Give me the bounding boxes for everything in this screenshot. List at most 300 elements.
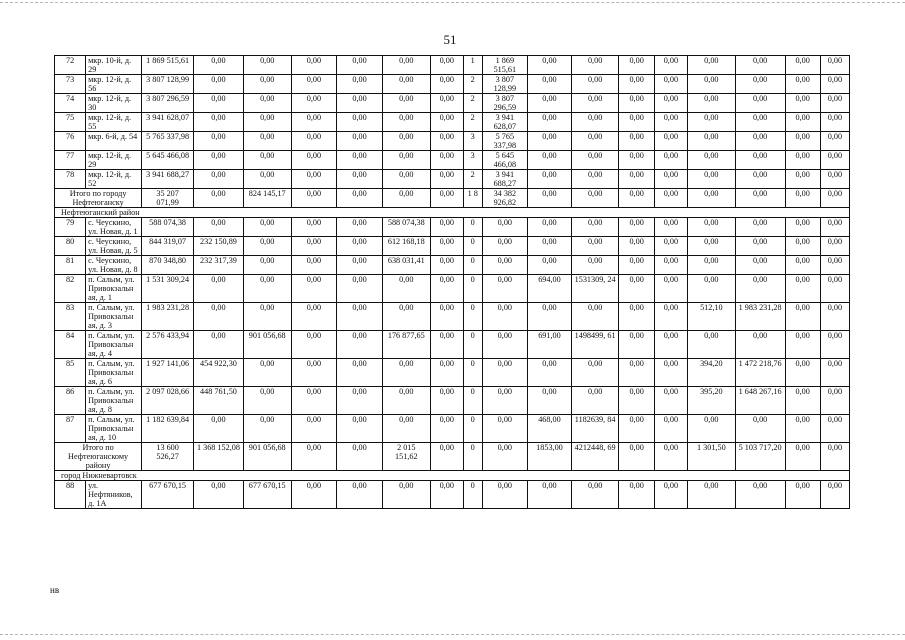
table-cell: 0,00: [571, 481, 619, 509]
table-cell: 0,00: [785, 151, 820, 170]
table-cell: 0,00: [194, 218, 244, 237]
table-cell: 0,00: [528, 303, 572, 331]
table-cell: 0,00: [654, 94, 687, 113]
table-cell: 0,00: [382, 56, 430, 75]
table-cell: 0,00: [528, 56, 572, 75]
table-cell: 0,00: [619, 331, 654, 359]
table-cell: 0: [463, 331, 482, 359]
table-row: [55, 170, 850, 189]
table-cell: 0,00: [654, 113, 687, 132]
table-cell: 4212448, 69: [571, 443, 619, 471]
table-cell: 0,00: [528, 256, 572, 275]
table-cell: 34 382 926,82: [482, 189, 528, 208]
table-cell: мкр. 12-й, д. 56: [86, 75, 142, 94]
table-cell: 0,00: [735, 218, 785, 237]
table-cell: 85: [55, 359, 86, 387]
table-cell: 0,00: [382, 113, 430, 132]
table-cell: 0,00: [430, 443, 463, 471]
table-cell: 0,00: [337, 151, 383, 170]
table-cell: 0,00: [687, 75, 735, 94]
table-cell: 0,00: [337, 170, 383, 189]
table-cell: 2: [463, 94, 482, 113]
table-cell: 0,00: [654, 218, 687, 237]
table-cell: 0,00: [785, 237, 820, 256]
table-cell: 0,00: [194, 132, 244, 151]
table-cell: 0,00: [430, 275, 463, 303]
table-cell: 0,00: [482, 387, 528, 415]
table-cell: 0: [463, 359, 482, 387]
table-cell: 0: [463, 237, 482, 256]
table-cell: 0,00: [654, 331, 687, 359]
table-cell: мкр. 6-й, д. 54: [86, 132, 142, 151]
table-cell: 0,00: [382, 481, 430, 509]
table-cell: 0,00: [430, 331, 463, 359]
table-cell: 0,00: [735, 170, 785, 189]
table-cell: 0,00: [337, 303, 383, 331]
table-cell: 0,00: [820, 237, 849, 256]
table-cell: 0,00: [291, 94, 337, 113]
table-cell: 0,00: [687, 132, 735, 151]
table-cell: 0,00: [571, 75, 619, 94]
table-cell: 0,00: [571, 113, 619, 132]
table-cell: 0,00: [528, 481, 572, 509]
table-cell: 1531309, 24: [571, 275, 619, 303]
table-cell: 0,00: [194, 331, 244, 359]
table-cell: 0,00: [785, 275, 820, 303]
table-cell: 0,00: [785, 94, 820, 113]
table-cell: 0,00: [735, 331, 785, 359]
table-cell: 0,00: [291, 443, 337, 471]
table-cell: 0,00: [243, 303, 291, 331]
table-cell: 0,00: [654, 415, 687, 443]
scan-bottom-edge: [0, 634, 905, 635]
table-row: [55, 237, 850, 256]
footer-mark: нв: [50, 585, 60, 595]
table-cell: 0,00: [243, 170, 291, 189]
table-cell: 0,00: [337, 189, 383, 208]
table-cell: 0,00: [482, 415, 528, 443]
table-cell: 0,00: [619, 443, 654, 471]
table-cell: п. Салым, ул. Привокзальн ая, д. 3: [86, 303, 142, 331]
table-cell: 0,00: [654, 56, 687, 75]
table-cell: 638 031,41: [382, 256, 430, 275]
table-cell: 0,00: [337, 443, 383, 471]
table-cell: 1 869 515,61: [482, 56, 528, 75]
table-cell: 1182639, 84: [571, 415, 619, 443]
table-cell: 75: [55, 113, 86, 132]
table-cell: 82: [55, 275, 86, 303]
table-cell: 0,00: [619, 237, 654, 256]
table-cell: 0,00: [687, 275, 735, 303]
table-cell: 88: [55, 481, 86, 509]
table-cell: 0,00: [243, 56, 291, 75]
table-cell: 0,00: [482, 331, 528, 359]
table-cell: 0,00: [243, 256, 291, 275]
table-cell: 0,00: [528, 75, 572, 94]
table-cell: 74: [55, 94, 86, 113]
table-cell: 0,00: [382, 303, 430, 331]
table-cell: 0,00: [337, 237, 383, 256]
table-cell: 0,00: [430, 75, 463, 94]
table-cell: 72: [55, 56, 86, 75]
table-cell: 5 103 717,20: [735, 443, 785, 471]
table-cell: 0,00: [571, 56, 619, 75]
table-cell: 1 983 231,28: [735, 303, 785, 331]
table-cell: 0,00: [430, 94, 463, 113]
table-cell: 0,00: [337, 94, 383, 113]
table-cell: 2 015 151,62: [382, 443, 430, 471]
table-cell: 677 670,15: [142, 481, 194, 509]
table-cell: 0,00: [194, 151, 244, 170]
table-cell: 1 927 141,06: [142, 359, 194, 387]
table-cell: 0,00: [194, 303, 244, 331]
table-cell: 1 472 218,76: [735, 359, 785, 387]
section-header-row: [55, 208, 850, 218]
table-cell: 0,00: [528, 151, 572, 170]
table-cell: 0,00: [820, 256, 849, 275]
table-cell: 0,00: [382, 189, 430, 208]
table-cell: 0,00: [785, 303, 820, 331]
table-cell: 0,00: [194, 170, 244, 189]
table-cell: 0,00: [619, 415, 654, 443]
table-cell: 0,00: [382, 170, 430, 189]
table-cell: 0,00: [571, 151, 619, 170]
table-cell: 0,00: [337, 132, 383, 151]
table-cell: 0,00: [785, 170, 820, 189]
table-row: [55, 359, 850, 387]
table-cell: 1 368 152,08: [194, 443, 244, 471]
table-cell: 0,00: [785, 415, 820, 443]
section-label: Нефтеюганский район: [55, 208, 850, 218]
table-cell: 0,00: [243, 359, 291, 387]
table-cell: 0,00: [243, 415, 291, 443]
table-cell: 0,00: [687, 94, 735, 113]
table-cell: 0,00: [687, 331, 735, 359]
table-cell: 0,00: [337, 331, 383, 359]
table-cell: 0,00: [194, 275, 244, 303]
table-cell: 0,00: [735, 481, 785, 509]
table-cell: 0: [463, 387, 482, 415]
table-cell: 3 941 628,07: [482, 113, 528, 132]
table-cell: 0,00: [430, 359, 463, 387]
table-cell: 0,00: [820, 132, 849, 151]
table-cell: 3 941 688,27: [482, 170, 528, 189]
table-cell: 0,00: [654, 151, 687, 170]
table-cell: 1 8: [463, 189, 482, 208]
table-cell: 3: [463, 132, 482, 151]
table-cell: 512,10: [687, 303, 735, 331]
table-cell: 0,00: [194, 189, 244, 208]
table-cell: 0,00: [619, 189, 654, 208]
table-cell: 77: [55, 151, 86, 170]
table-cell: 0,00: [291, 303, 337, 331]
subtotal-label: Итого по Нефтеюганскому району: [55, 443, 142, 471]
table-cell: 0,00: [430, 218, 463, 237]
table-cell: 0,00: [619, 387, 654, 415]
table-cell: 0,00: [482, 237, 528, 256]
table-cell: 0,00: [528, 237, 572, 256]
table-cell: 0,00: [820, 303, 849, 331]
section-header-row: [55, 471, 850, 481]
table-cell: 2: [463, 170, 482, 189]
table-cell: мкр. 10-й, д. 29: [86, 56, 142, 75]
table-cell: 0,00: [654, 387, 687, 415]
table-cell: 0,00: [735, 237, 785, 256]
table-body: [55, 56, 850, 509]
table-cell: 0: [463, 481, 482, 509]
table-cell: 0,00: [571, 303, 619, 331]
table-cell: 0,00: [482, 481, 528, 509]
table-row: [55, 113, 850, 132]
table-cell: 0,00: [482, 218, 528, 237]
table-cell: 2: [463, 113, 482, 132]
table-cell: 0,00: [382, 151, 430, 170]
table-cell: 0: [463, 275, 482, 303]
table-cell: 0,00: [382, 275, 430, 303]
table-cell: 5 765 337,98: [482, 132, 528, 151]
table-cell: 0,00: [735, 275, 785, 303]
table-cell: п. Салым, ул. Привокзальн ая, д. 1: [86, 275, 142, 303]
table-cell: 3 941 688,27: [142, 170, 194, 189]
scan-top-edge: [0, 2, 905, 3]
table-cell: 5 645 466,08: [482, 151, 528, 170]
table-cell: 0,00: [528, 113, 572, 132]
table-cell: 0,00: [619, 275, 654, 303]
table-cell: 0,00: [654, 481, 687, 509]
table-cell: 0,00: [654, 170, 687, 189]
table-cell: 79: [55, 218, 86, 237]
table-cell: 0,00: [687, 237, 735, 256]
table-cell: 0,00: [619, 256, 654, 275]
table-cell: 76: [55, 132, 86, 151]
table-cell: 2: [463, 75, 482, 94]
table-cell: 0,00: [571, 256, 619, 275]
table-cell: 0,00: [243, 132, 291, 151]
table-cell: 0,00: [571, 170, 619, 189]
table-cell: 0,00: [243, 237, 291, 256]
table-cell: 0,00: [243, 387, 291, 415]
table-cell: 0,00: [735, 56, 785, 75]
table-cell: 0,00: [785, 359, 820, 387]
table-cell: 0,00: [687, 151, 735, 170]
table-cell: 0,00: [735, 132, 785, 151]
table-cell: 0,00: [785, 218, 820, 237]
table-cell: 0,00: [430, 387, 463, 415]
table-cell: 0,00: [430, 256, 463, 275]
table-cell: 0,00: [528, 218, 572, 237]
table-cell: 0,00: [654, 256, 687, 275]
table-cell: 0,00: [820, 113, 849, 132]
table-row: [55, 151, 850, 170]
table-cell: 0,00: [785, 443, 820, 471]
table-cell: 2 576 433,94: [142, 331, 194, 359]
table-cell: 84: [55, 331, 86, 359]
table-cell: 0,00: [619, 151, 654, 170]
table-cell: 3 941 628,07: [142, 113, 194, 132]
table-cell: 5 645 466,08: [142, 151, 194, 170]
table-cell: 0,00: [687, 256, 735, 275]
table-cell: 0,00: [820, 331, 849, 359]
table-cell: 0,00: [243, 151, 291, 170]
table-cell: 0,00: [337, 56, 383, 75]
page-number: 51: [443, 32, 457, 47]
table-cell: п. Салым, ул. Привокзальн ая, д. 8: [86, 387, 142, 415]
table-cell: 0,00: [291, 75, 337, 94]
table-cell: 0: [463, 303, 482, 331]
table-cell: 0,00: [735, 189, 785, 208]
table-cell: 0,00: [243, 75, 291, 94]
table-cell: 0,00: [571, 218, 619, 237]
table-cell: 0,00: [430, 151, 463, 170]
table-cell: 87: [55, 415, 86, 443]
table-cell: 0,00: [291, 359, 337, 387]
table-cell: 0,00: [619, 359, 654, 387]
table-cell: 0,00: [482, 443, 528, 471]
housing-repair-table: [54, 55, 850, 509]
table-cell: 0: [463, 415, 482, 443]
table-cell: 0,00: [687, 56, 735, 75]
table-cell: 0,00: [820, 218, 849, 237]
table-cell: 0,00: [785, 256, 820, 275]
table-cell: 454 922,30: [194, 359, 244, 387]
table-cell: 0,00: [243, 218, 291, 237]
table-cell: 0,00: [687, 481, 735, 509]
table-cell: 0,00: [382, 359, 430, 387]
table-cell: 35 207 071,99: [142, 189, 194, 208]
table-row: [55, 75, 850, 94]
table-cell: 86: [55, 387, 86, 415]
table-cell: 0,00: [785, 132, 820, 151]
table-cell: 0,00: [337, 75, 383, 94]
table-cell: мкр. 12-й, д. 55: [86, 113, 142, 132]
table-cell: 0,00: [430, 113, 463, 132]
table-cell: 0,00: [571, 132, 619, 151]
table-cell: 0,00: [654, 132, 687, 151]
table-cell: 0,00: [619, 132, 654, 151]
table-cell: 588 074,38: [142, 218, 194, 237]
table-cell: 0,00: [194, 481, 244, 509]
table-cell: 0,00: [687, 218, 735, 237]
table-cell: 0: [463, 443, 482, 471]
table-cell: 0,00: [430, 132, 463, 151]
table-cell: 0,00: [528, 170, 572, 189]
table-cell: 0,00: [571, 387, 619, 415]
table-cell: 0,00: [820, 189, 849, 208]
table-cell: 0,00: [243, 94, 291, 113]
table-cell: 73: [55, 75, 86, 94]
table-cell: мкр. 12-й, д. 52: [86, 170, 142, 189]
table-cell: 0,00: [735, 113, 785, 132]
table-cell: 0,00: [337, 256, 383, 275]
table-cell: 0,00: [382, 75, 430, 94]
section-label: город Нижневартовск: [55, 471, 850, 481]
table-cell: 1 983 231,28: [142, 303, 194, 331]
table-cell: 0,00: [291, 189, 337, 208]
table-cell: 0,00: [337, 275, 383, 303]
table-cell: 0,00: [430, 170, 463, 189]
table-cell: 0,00: [482, 303, 528, 331]
table-cell: 0,00: [337, 481, 383, 509]
table-cell: 0,00: [735, 415, 785, 443]
table-cell: 0,00: [291, 331, 337, 359]
table-cell: 0,00: [571, 237, 619, 256]
table-row: [55, 303, 850, 331]
table-cell: 5 765 337,98: [142, 132, 194, 151]
table-cell: 1 531 309,24: [142, 275, 194, 303]
table-cell: п. Салым, ул. Привокзальн ая, д. 6: [86, 359, 142, 387]
table-cell: 0,00: [430, 237, 463, 256]
subtotal-label: Итого по городу Нефтеюганску: [55, 189, 142, 208]
table-cell: 0,00: [528, 387, 572, 415]
table-cell: 1 182 639,84: [142, 415, 194, 443]
table-cell: 0,00: [571, 94, 619, 113]
table-row: [55, 481, 850, 509]
table-cell: 1853,00: [528, 443, 572, 471]
table-cell: 0,00: [785, 75, 820, 94]
table-cell: 0,00: [619, 170, 654, 189]
table-cell: 0,00: [820, 415, 849, 443]
table-row: [55, 94, 850, 113]
table-cell: ул. Нефтяников, д. 1А: [86, 481, 142, 509]
table-cell: 0,00: [243, 275, 291, 303]
table-cell: 0,00: [820, 170, 849, 189]
table-cell: 0,00: [291, 218, 337, 237]
table-cell: 0,00: [337, 415, 383, 443]
table-row: [55, 256, 850, 275]
table-cell: 588 074,38: [382, 218, 430, 237]
table-cell: 0,00: [194, 56, 244, 75]
table-cell: 395,20: [687, 387, 735, 415]
table-cell: 0,00: [291, 256, 337, 275]
table-cell: 901 056,68: [243, 331, 291, 359]
table-cell: 0,00: [654, 75, 687, 94]
table-cell: 0,00: [687, 113, 735, 132]
table-cell: 0,00: [619, 481, 654, 509]
table-row: [55, 275, 850, 303]
subtotal-row: [55, 443, 850, 471]
table-cell: 0,00: [785, 387, 820, 415]
table-cell: 0,00: [820, 75, 849, 94]
table-cell: 1498499, 61: [571, 331, 619, 359]
table-row: [55, 132, 850, 151]
table-cell: 0,00: [291, 415, 337, 443]
table-cell: 80: [55, 237, 86, 256]
table-cell: 0,00: [291, 132, 337, 151]
table-cell: 0,00: [735, 94, 785, 113]
table-cell: 0,00: [194, 415, 244, 443]
table-cell: 0,00: [337, 387, 383, 415]
table-cell: 0,00: [619, 113, 654, 132]
table-cell: 824 145,17: [243, 189, 291, 208]
table-cell: 0,00: [291, 481, 337, 509]
table-cell: 232 150,89: [194, 237, 244, 256]
subtotal-row: [55, 189, 850, 208]
table-cell: 3 807 296,59: [482, 94, 528, 113]
table-cell: 0,00: [820, 275, 849, 303]
table-cell: 0,00: [382, 132, 430, 151]
table-cell: 0,00: [619, 56, 654, 75]
table-cell: 0,00: [382, 387, 430, 415]
table-cell: 0,00: [654, 359, 687, 387]
table-cell: 0,00: [194, 113, 244, 132]
table-cell: 691,00: [528, 331, 572, 359]
table-row: [55, 331, 850, 359]
table-cell: 0,00: [687, 415, 735, 443]
table-cell: 677 670,15: [243, 481, 291, 509]
table-cell: 13 600 526,27: [142, 443, 194, 471]
table-cell: 448 761,50: [194, 387, 244, 415]
table-cell: 176 877,65: [382, 331, 430, 359]
